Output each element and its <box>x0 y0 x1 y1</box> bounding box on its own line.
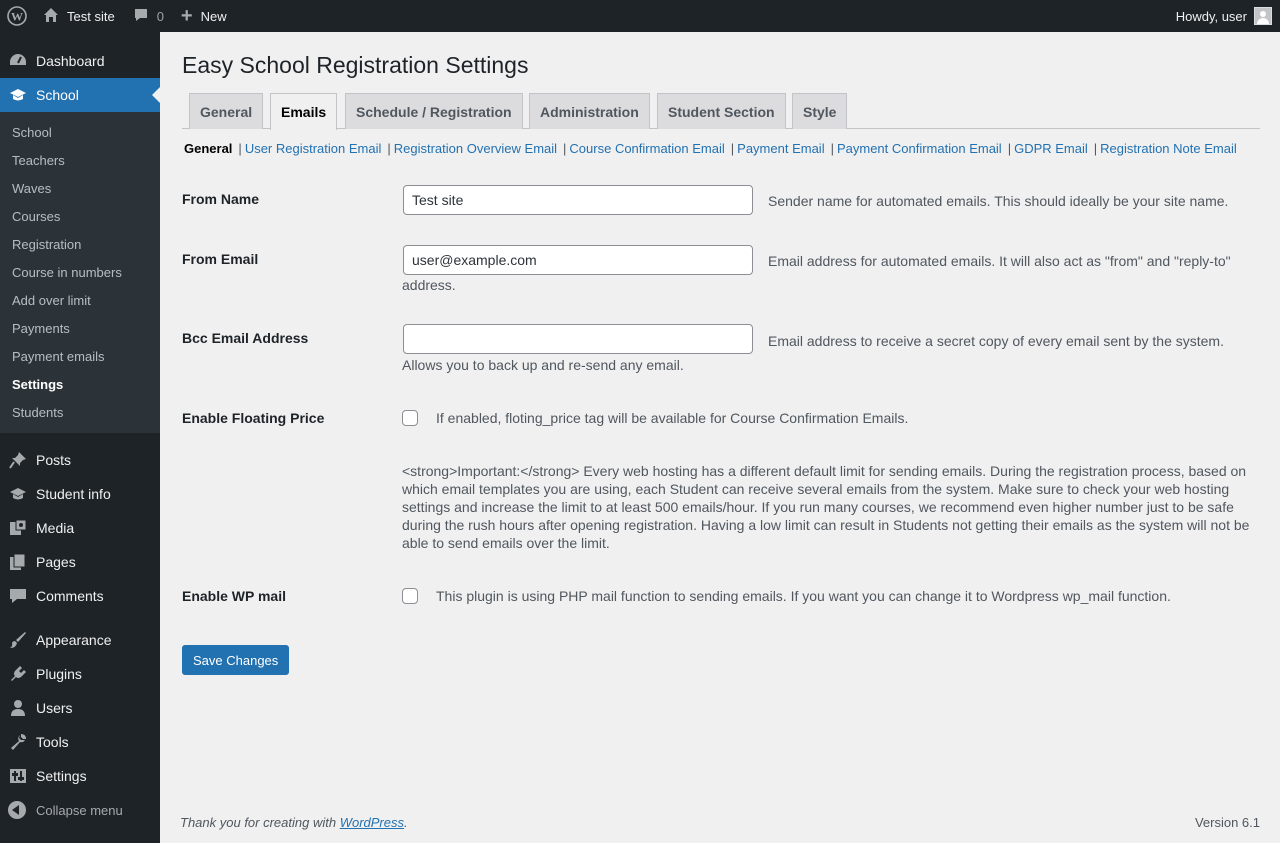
menu-pages[interactable] <box>0 545 160 579</box>
submenu-teachers[interactable]: Teachers <box>12 152 65 168</box>
from-email-label: From Email <box>182 251 259 267</box>
from-name-description: Sender name for automated emails. This should ideally be your site name. <box>768 193 1229 209</box>
submenu-school[interactable]: School <box>12 124 52 140</box>
submenu-payments[interactable]: Payments <box>12 320 70 336</box>
footer-thanks-suffix: . <box>404 815 408 830</box>
dashboard-icon <box>8 51 28 71</box>
footer-thanks-prefix: Thank you for creating with <box>180 815 340 830</box>
subnav-payment-email[interactable]: Payment Email <box>737 141 825 156</box>
version-text: Version 6.1 <box>1194 815 1260 830</box>
wordpress-logo-icon[interactable] <box>0 0 34 32</box>
svg-text:W: W <box>11 9 23 24</box>
comments-link[interactable] <box>133 0 164 32</box>
school-icon <box>8 85 28 105</box>
menu-settings-label: Settings <box>36 768 87 784</box>
menu-comments[interactable] <box>0 579 160 613</box>
from-name-input[interactable]: Test site <box>403 185 753 215</box>
subnav-registration-note-email[interactable]: Registration Note Email <box>1100 141 1237 156</box>
site-name-label: Test site <box>67 8 115 24</box>
tab-student-section[interactable]: Student Section <box>657 93 786 129</box>
account-menu[interactable] <box>1176 0 1272 32</box>
from-email-description-line2: address. <box>402 277 456 293</box>
collapse-menu-button[interactable] <box>0 793 160 827</box>
school-icon <box>8 484 28 504</box>
subnav-payment-confirmation-email[interactable]: Payment Confirmation Email <box>836 141 1002 156</box>
site-name-link[interactable] <box>43 0 115 32</box>
wp-mail-checkbox[interactable] <box>402 588 418 604</box>
plugin-icon <box>8 664 28 684</box>
howdy-label: Howdy, user <box>1175 8 1247 24</box>
menu-student-info-label: Student info <box>36 486 111 502</box>
bcc-email-input[interactable] <box>403 324 753 354</box>
subnav-gdpr-email[interactable]: GDPR Email <box>1014 141 1088 156</box>
menu-plugins-label: Plugins <box>36 666 82 682</box>
tab-style[interactable]: Style <box>792 93 847 129</box>
subnav-course-confirmation-email[interactable]: Course Confirmation Email <box>569 141 725 156</box>
menu-school[interactable] <box>0 78 160 112</box>
comment-icon <box>133 7 149 26</box>
plus-icon: + <box>180 5 193 27</box>
tab-emails[interactable]: Emails <box>270 93 337 130</box>
bcc-email-label: Bcc Email Address <box>182 330 309 346</box>
bcc-email-description-line1: Email address to receive a secret copy of every email sent by the system. <box>768 333 1224 349</box>
menu-posts-label: Posts <box>36 452 72 468</box>
subnav-user-registration-email[interactable]: User Registration Email <box>244 141 382 156</box>
settings-tabs <box>182 93 1260 129</box>
pages-icon <box>8 552 28 572</box>
wp-mail-description: This plugin is using PHP mail function to sending emails. If you want you can change it to Wordpress wp_mail function. <box>436 588 1171 604</box>
media-icon <box>8 518 28 538</box>
footer-thanks <box>180 815 408 830</box>
important-note: <strong>Important:</strong> Every web hosting has a different default limit for sending emails. During the registration process, based on which email templates you are using, each Student can receive several emails from the system. Make sure to check your web hosting settings and increase the limit to at least 500 emails/hour. If you run many courses, we recommend even higher number just to be safe during the rush hours after opening registration. Having a low limit can result in Students not getting their emails as the system will not be able to send emails over the limit. <box>402 463 1250 551</box>
admin-menu <box>0 32 160 843</box>
comment-icon <box>8 586 28 606</box>
from-email-description-line1: Email address for automated emails. It will also act as "from" and "reply-to" <box>768 253 1231 269</box>
page-title: Easy School Registration Settings <box>182 52 529 78</box>
menu-settings[interactable] <box>0 759 160 793</box>
submenu-registration[interactable]: Registration <box>12 236 82 252</box>
submenu-students[interactable]: Students <box>12 404 64 420</box>
wp-mail-label: Enable WP mail <box>182 588 286 604</box>
collapse-arrow-icon <box>8 801 26 819</box>
submenu-courses[interactable]: Courses <box>12 208 61 224</box>
submenu-course-in-numbers[interactable]: Course in numbers <box>12 264 122 280</box>
floating-price-checkbox[interactable] <box>402 410 418 426</box>
footer <box>180 815 1260 830</box>
bcc-email-description-line2: Allows you to back up and re-send any email. <box>402 357 684 373</box>
submenu-waves[interactable]: Waves <box>12 180 52 196</box>
menu-school-label: School <box>36 87 79 103</box>
from-email-input[interactable]: user@example.com <box>403 245 753 275</box>
settings-icon <box>8 766 28 786</box>
menu-dashboard-label: Dashboard <box>36 53 105 69</box>
submenu-settings[interactable]: Settings <box>12 376 64 392</box>
new-label: New <box>200 8 227 24</box>
from-name-label: From Name <box>182 191 260 207</box>
comments-count: 0 <box>156 8 164 24</box>
pin-icon <box>8 450 28 470</box>
menu-tools-label: Tools <box>36 734 69 750</box>
subnav-general-current: General <box>184 141 233 156</box>
user-icon <box>8 698 28 718</box>
menu-tools[interactable] <box>0 725 160 759</box>
menu-media-label: Media <box>36 520 75 536</box>
submenu-payment-emails[interactable]: Payment emails <box>12 348 105 364</box>
subnav-registration-overview-email[interactable]: Registration Overview Email <box>393 141 558 156</box>
admin-bar <box>0 0 1280 32</box>
save-changes-button[interactable]: Save Changes <box>182 645 289 675</box>
school-submenu <box>0 112 160 433</box>
tab-schedule-registration[interactable]: Schedule / Registration <box>345 93 523 129</box>
wordpress-link[interactable]: WordPress <box>339 815 404 830</box>
email-subnav: General | User Registration Email | Registration Overview Email | Course Confirmation Email | Payment Email | Payment Confirmation Email | GDPR Email | Registration Note Email <box>184 141 1237 156</box>
menu-appearance[interactable] <box>0 623 160 657</box>
avatar <box>1254 7 1272 25</box>
new-content-button[interactable] <box>181 0 227 32</box>
submenu-add-over-limit[interactable]: Add over limit <box>12 292 91 308</box>
floating-price-label: Enable Floating Price <box>182 410 325 426</box>
menu-appearance-label: Appearance <box>36 632 112 648</box>
brush-icon <box>8 630 28 650</box>
tab-general[interactable]: General <box>189 93 263 129</box>
menu-users-label: Users <box>36 700 73 716</box>
menu-posts[interactable] <box>0 443 160 477</box>
wrench-icon <box>8 732 28 752</box>
tab-administration[interactable]: Administration <box>529 93 650 129</box>
collapse-menu-label: Collapse menu <box>36 802 123 818</box>
menu-media[interactable] <box>0 511 160 545</box>
menu-pages-label: Pages <box>36 554 76 570</box>
menu-users[interactable] <box>0 691 160 725</box>
menu-student-info[interactable] <box>0 477 160 511</box>
menu-plugins[interactable] <box>0 657 160 691</box>
floating-price-description: If enabled, floting_price tag will be available for Course Confirmation Emails. <box>436 410 909 426</box>
home-icon <box>43 7 59 26</box>
menu-comments-label: Comments <box>36 588 104 604</box>
menu-dashboard[interactable] <box>0 44 160 78</box>
